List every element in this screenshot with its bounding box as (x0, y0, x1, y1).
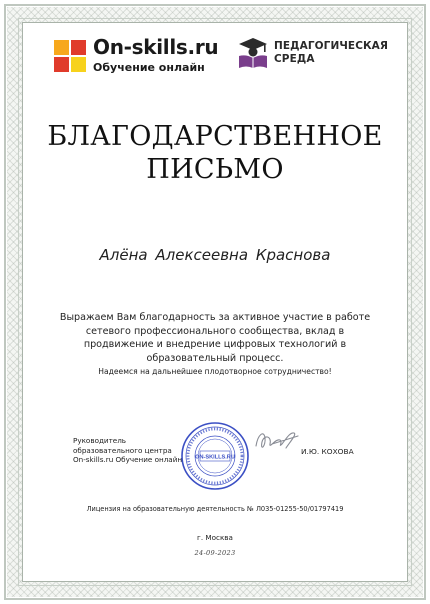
logo-square (71, 57, 86, 72)
issue-city: г. Москва (197, 533, 233, 542)
signer-name: И.Ю. КОХОВА (301, 447, 354, 456)
logo-square (54, 57, 69, 72)
issue-date: 24-09-2023 (194, 549, 236, 557)
graduate-book-icon (237, 36, 269, 70)
on-skills-squares-icon (54, 40, 86, 72)
title-line2: ПИСЬМО (146, 154, 284, 185)
on-skills-logo (54, 36, 218, 75)
document-title (0, 120, 430, 186)
logo-square (71, 40, 86, 55)
ped-logo-line2: СРЕДА (274, 53, 315, 65)
closing-line: Надеемся на дальнейшее плодотворное сотрудничество! (98, 367, 332, 376)
logo-square (54, 40, 69, 55)
organization-stamp (180, 421, 250, 491)
signer-line2: образовательного центра (73, 445, 172, 455)
svg-text:ON-SKILLS.RU: ON-SKILLS.RU (195, 454, 235, 461)
license-number: Лицензия на образовательную деятельность № Л035-01255-50/01797419 (86, 505, 344, 513)
on-skills-brand-name: On-skills.ru (93, 35, 219, 59)
recipient-name: Алёна Алексеевна Краснова (99, 246, 331, 264)
signer-line3: On-skills.ru Обучение онлайн (73, 455, 183, 465)
ped-logo-line1: ПЕДАГОГИЧЕСКАЯ (274, 40, 389, 52)
certificate-content-area (22, 22, 408, 582)
handwritten-signature (250, 424, 302, 458)
signer-line1: Руководитель (73, 436, 127, 445)
pedagogical-environment-logo (237, 36, 388, 70)
title-line1: БЛАГОДАРСТВЕННОЕ (47, 121, 383, 152)
signer-title (73, 436, 182, 465)
on-skills-subtitle: Обучение онлайн (93, 61, 205, 74)
gratitude-message: Выражаем Вам благодарность за активное участие в работе сетевого профессионального сообщества, вклад в продвижение и внедрение цифровых технологий в образовательный процесс. (59, 312, 371, 364)
